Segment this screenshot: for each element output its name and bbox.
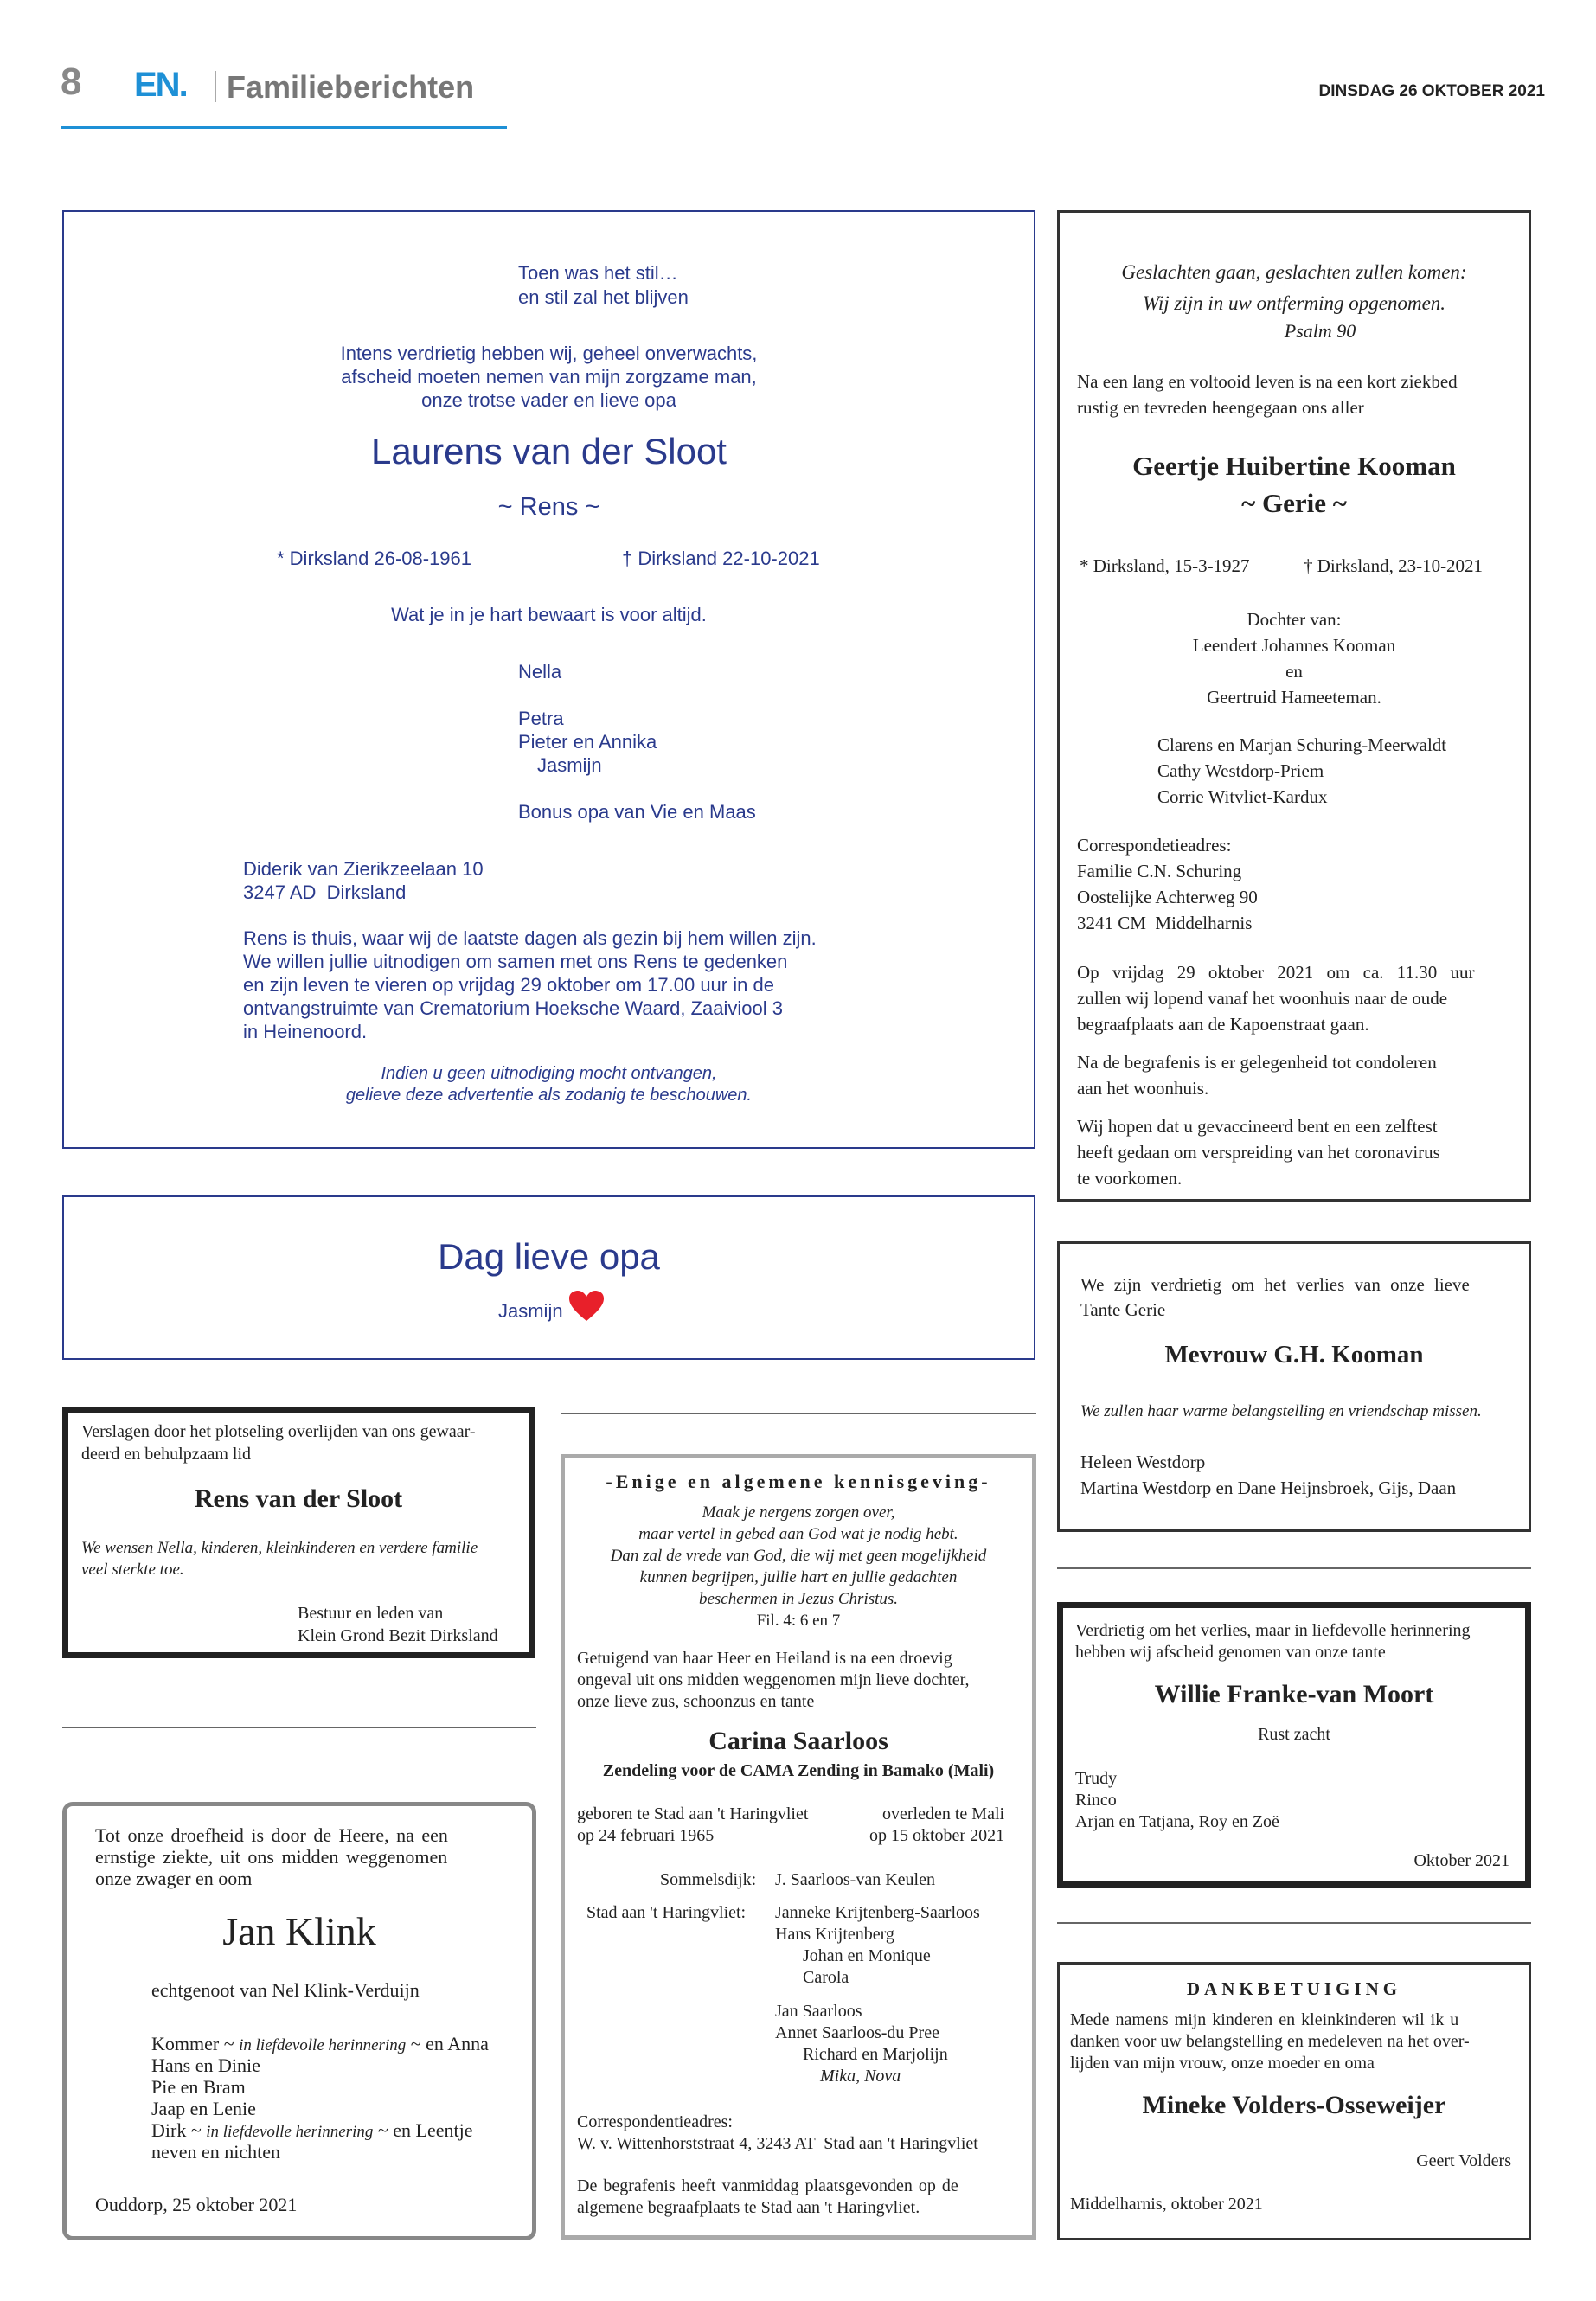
newspaper-logo: EN.: [134, 66, 187, 104]
quote: Wat je in je hart bewaart is voor altijd.: [391, 604, 707, 625]
correspondence-line: Familie C.N. Schuring: [1077, 861, 1242, 881]
tribute-line: We zullen haar warme belangstelling en vriendschap missen.: [1080, 1402, 1482, 1420]
notice-line: We willen jullie uitnodigen om samen met ons Rens te gedenken: [243, 951, 788, 972]
verse-line: Geslachten gaan, geslachten zullen komen:: [1121, 261, 1467, 283]
deceased-name: Jan Klink: [222, 1909, 376, 1953]
intro-line: afscheid moeten nemen van mijn zorgzame man,: [341, 366, 757, 388]
intro-line: onze zwager en oom: [95, 1868, 253, 1889]
intro-line: Na een lang en voltooid leven is na een kort ziekbed: [1077, 371, 1458, 392]
section-title: Familieberichten: [227, 69, 475, 105]
verse-line: Wij zijn in uw ontferming opgenomen.: [1142, 292, 1446, 314]
address-line: 3247 AD Dirksland: [243, 881, 407, 903]
column-divider: [561, 1413, 1036, 1414]
obituary-jan-klink: [62, 1802, 536, 2240]
intro-line: danken voor uw belangstelling en medeleven na het over-: [1070, 2032, 1470, 2051]
family-member: Kommer ~ in liefdevolle herinnering ~ en Anna: [151, 2033, 489, 2054]
intro-line: lijden van mijn vrouw, onze moeder en oma: [1070, 2054, 1375, 2073]
intro-line: Tot onze droefheid is door de Heere, na een: [95, 1824, 448, 1846]
notice-line: Rens is thuis, waar wij de laatste dagen als gezin bij hem willen zijn.: [243, 927, 817, 949]
verse-line: kunnen begrijpen, jullie hart en jullie gedachten: [639, 1568, 958, 1586]
family-member: Clarens en Marjan Schuring-Meerwaldt: [1157, 734, 1447, 755]
parent-line: Leendert Johannes Kooman: [1192, 635, 1396, 656]
signature: Geert Volders: [1416, 2151, 1511, 2170]
covid-line: Wij hopen dat u gevaccineerd bent en een zelftest: [1077, 1116, 1438, 1137]
acknowledgement-mineke-volders: [1057, 1962, 1531, 2240]
family-member: Arjan en Tatjana, Roy en Zoë: [1075, 1812, 1279, 1831]
death-date: † Dirksland, 23-10-2021: [1304, 555, 1484, 576]
deceased-name: Mevrouw G.H. Kooman: [1164, 1341, 1424, 1368]
funeral-line: De begrafenis heeft vanmiddag plaatsgevonden op de: [577, 2176, 958, 2195]
notice-heading: -Enige en algemene kennisgeving-: [606, 1471, 991, 1492]
family-member: J. Saarloos-van Keulen: [775, 1870, 935, 1889]
sender-line: Klein Grond Bezit Dirksland: [298, 1626, 498, 1645]
footer-line: Indien u geen uitnodiging mocht ontvangen,: [381, 1064, 717, 1083]
family-member: Cathy Westdorp-Priem: [1157, 760, 1324, 781]
death-line: overleden te Mali: [882, 1804, 1005, 1823]
heart-icon: [569, 1291, 604, 1322]
notice-line: ontvangstruimte van Crematorium Hoeksche Waard, Zaaiviool 3: [243, 997, 784, 1019]
obituary-rens-club: [62, 1407, 535, 1658]
poem-line: Toen was het stil…: [518, 262, 678, 284]
intro-line: Mede namens mijn kinderen en kleinkinderen wil ik u: [1070, 2010, 1459, 2029]
correspondence-line: Oostelijke Achterweg 90: [1077, 887, 1258, 907]
family-member: Richard en Marjolijn: [803, 2045, 948, 2064]
intro-line: Verslagen door het plotseling overlijden van ons gewaar-: [81, 1422, 476, 1441]
intro-line: Verdrietig om het verlies, maar in liefdevolle herinnering: [1075, 1621, 1471, 1640]
intro-line: hebben wij afscheid genomen van onze tante: [1075, 1643, 1386, 1662]
intro-line: ernstige ziekte, uit ons midden weggenomen: [95, 1846, 448, 1868]
funeral-line: algemene begraafplaats te Stad aan 't Haringvliet.: [577, 2198, 920, 2217]
family-member: Jaap en Lenie: [151, 2098, 256, 2119]
family-member: Trudy: [1075, 1769, 1118, 1788]
verse-line: Maak je nergens zorgen over,: [702, 1503, 895, 1522]
correspondence-line: Correspondetieadres:: [1077, 835, 1232, 856]
family-member: Corrie Witvliet-Kardux: [1157, 786, 1328, 807]
obituary-mevrouw-kooman: [1057, 1241, 1531, 1532]
deceased-name: Carina Saarloos: [708, 1727, 888, 1755]
family-member: Bonus opa van Vie en Maas: [518, 801, 756, 823]
family-place: Sommelsdijk:: [660, 1870, 757, 1889]
condolence-line: aan het woonhuis.: [1077, 1078, 1209, 1099]
intro-line: rustig en tevreden heengegaan ons aller: [1077, 397, 1364, 418]
deceased-name: Rens van der Sloot: [194, 1484, 403, 1513]
deceased-name: Geertje Huibertine Kooman: [1132, 451, 1456, 481]
family-member: Janneke Krijtenberg-Saarloos: [775, 1903, 980, 1922]
family-place: Stad aan 't Haringvliet:: [586, 1903, 747, 1922]
obituary-carina-saarloos: [561, 1454, 1036, 2240]
verse-line: maar vertel in gebed aan God wat je nodig hebt.: [638, 1525, 958, 1543]
footer-line: gelieve deze advertentie als zodanig te beschouwen.: [345, 1086, 753, 1105]
birth-line: op 24 februari 1965: [577, 1826, 715, 1845]
intro-line: Intens verdrietig hebben wij, geheel onverwachts,: [340, 343, 758, 364]
verse-line: Dan zal de vrede van God, die wij met geen mogelijkheid: [610, 1547, 987, 1565]
intro-line: onze lieve zus, schoonzus en tante: [577, 1692, 815, 1711]
intro-line: deerd en behulpzaam lid: [81, 1445, 252, 1464]
covid-line: te voorkomen.: [1077, 1168, 1183, 1189]
funeral-line: begraafplaats aan de Kapoenstraat gaan.: [1077, 1014, 1369, 1035]
column-divider: [1057, 1567, 1531, 1569]
intro-line: Getuigend van haar Heer en Heiland is na een droevig: [577, 1649, 952, 1668]
poem-line: en stil zal het blijven: [518, 286, 689, 308]
deceased-nickname: ~ Rens ~: [497, 493, 600, 521]
family-member: Pie en Bram: [151, 2076, 246, 2098]
correspondence-line: Correspondentieadres:: [577, 2112, 733, 2131]
family-member: Jan Saarloos: [775, 2002, 862, 2021]
obituary-laurens-van-der-sloot: [62, 210, 1035, 1149]
verse-reference: Fil. 4: 6 en 7: [756, 1612, 841, 1630]
parent-line: Geertruid Hameeteman.: [1207, 687, 1381, 708]
birth-line: geboren te Stad aan 't Haringvliet: [577, 1804, 809, 1823]
death-date: † Dirksland 22-10-2021: [622, 548, 820, 569]
family-member: Johan en Monique: [803, 1946, 931, 1965]
header-divider: [215, 71, 216, 102]
family-member: Heleen Westdorp: [1080, 1452, 1206, 1472]
place-date: Ouddorp, 25 oktober 2021: [95, 2194, 298, 2215]
family-member: Hans Krijtenberg: [775, 1925, 894, 1944]
correspondence-line: W. v. Wittenhorststraat 4, 3243 AT Stad aan 't Haringvliet: [577, 2134, 978, 2153]
obituary-geertje-kooman: [1057, 210, 1531, 1202]
parent-line: Dochter van:: [1247, 609, 1342, 630]
family-member: Martina Westdorp en Dane Heijnsbroek, Gijs, Daan: [1080, 1477, 1457, 1498]
family-member: Nella: [518, 661, 562, 683]
wish-line: veel sterkte toe.: [81, 1561, 184, 1579]
covid-line: heeft gedaan om verspreiding van het coronavirus: [1077, 1142, 1440, 1163]
sender-line: Bestuur en leden van: [298, 1604, 444, 1623]
address-line: Diderik van Zierikzeelaan 10: [243, 858, 484, 880]
verse-line: beschermen in Jezus Christus.: [698, 1590, 899, 1608]
tribute-signature: Jasmijn: [498, 1300, 563, 1322]
family-member: Carola: [803, 1968, 849, 1987]
death-line: op 15 oktober 2021: [869, 1826, 1005, 1845]
funeral-line: Op vrijdag 29 oktober 2021 om ca. 11.30 uur: [1077, 962, 1475, 983]
funeral-line: zullen wij lopend vanaf het woonhuis naar de oude: [1077, 988, 1448, 1009]
parent-line: en: [1285, 661, 1303, 682]
rest-line: Rust zacht: [1258, 1725, 1330, 1744]
family-member: Rinco: [1075, 1791, 1117, 1810]
intro-line: We zijn verdrietig om het verlies van onze lieve: [1080, 1274, 1470, 1295]
deceased-name: Willie Franke-van Moort: [1154, 1680, 1434, 1708]
correspondence-line: 3241 CM Middelharnis: [1077, 913, 1253, 933]
family-member: Hans en Dinie: [151, 2054, 260, 2076]
tribute-title: Dag lieve opa: [438, 1236, 660, 1277]
family-member: Dirk ~ in liefdevolle herinnering ~ en Leentje: [151, 2119, 473, 2141]
column-divider: [1057, 1922, 1531, 1924]
family-member: Pieter en Annika: [518, 731, 657, 753]
wish-line: We wensen Nella, kinderen, kleinkinderen en verdere familie: [81, 1539, 478, 1557]
family-member: neven en nichten: [151, 2141, 281, 2163]
issue-date: DINSDAG 26 OKTOBER 2021: [1318, 82, 1545, 100]
header-underline: [61, 126, 507, 129]
intro-line: ongeval uit ons midden weggenomen mijn lieve dochter,: [577, 1670, 970, 1689]
birth-date: * Dirksland, 15-3-1927: [1080, 555, 1250, 576]
intro-line: Tante Gerie: [1080, 1299, 1166, 1320]
deceased-nickname: ~ Gerie ~: [1241, 488, 1347, 518]
family-member: Jasmijn: [537, 754, 602, 776]
spouse-line: echtgenoot van Nel Klink-Verduijn: [151, 1979, 420, 2001]
place-date: Middelharnis, oktober 2021: [1070, 2195, 1263, 2214]
family-member: Mika, Nova: [820, 2067, 901, 2086]
obituary-willie-franke: [1057, 1602, 1531, 1888]
column-divider: [62, 1727, 536, 1728]
acknowledgement-heading: DANKBETUIGING: [1186, 1978, 1402, 1999]
tribute-dag-lieve-opa: [62, 1195, 1035, 1360]
ad-date: Oktober 2021: [1413, 1851, 1509, 1870]
notice-line: in Heinenoord.: [243, 1021, 368, 1042]
deceased-subtitle: Zendeling voor de CAMA Zending in Bamako (Mali): [602, 1761, 995, 1780]
birth-date: * Dirksland 26-08-1961: [277, 548, 472, 569]
condolence-line: Na de begrafenis is er gelegenheid tot condoleren: [1077, 1052, 1437, 1073]
intro-line: onze trotse vader en lieve opa: [421, 389, 676, 411]
family-member: Annet Saarloos-du Pree: [775, 2023, 939, 2042]
page-number: 8: [61, 61, 82, 103]
deceased-name: Mineke Volders-Osseweijer: [1142, 2091, 1446, 2119]
verse-reference: Psalm 90: [1284, 320, 1356, 342]
family-member: Petra: [518, 708, 564, 729]
notice-line: en zijn leven te vieren op vrijdag 29 oktober om 17.00 uur in de: [243, 974, 774, 996]
deceased-name: Laurens van der Sloot: [371, 431, 727, 471]
